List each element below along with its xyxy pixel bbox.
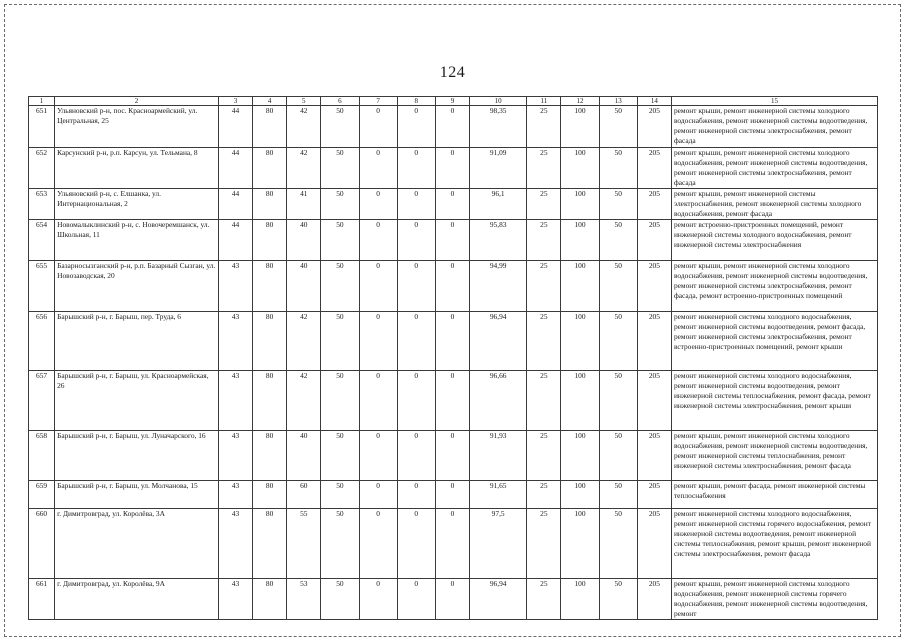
value-cell: 94,99 xyxy=(470,261,527,312)
value-cell: 53 xyxy=(287,579,321,620)
value-cell: 205 xyxy=(637,431,671,481)
row-number: 660 xyxy=(29,509,55,579)
value-cell: 0 xyxy=(397,481,435,509)
row-number: 656 xyxy=(29,312,55,371)
value-cell: 50 xyxy=(599,106,637,148)
value-cell: 0 xyxy=(397,371,435,431)
value-cell: 25 xyxy=(527,371,561,431)
col-header: 3 xyxy=(218,97,252,106)
table-row xyxy=(29,431,878,481)
value-cell: 96,66 xyxy=(470,371,527,431)
value-cell: 42 xyxy=(287,312,321,371)
value-cell: 50 xyxy=(599,481,637,509)
value-cell: 205 xyxy=(637,481,671,509)
value-cell: 0 xyxy=(435,509,469,579)
repair-works-cell: ремонт инженерной системы холодного водоснабжения, ремонт инженерной системы водоотведения, ремонт инженерной системы теплоснабжения, ремонт фасада, ремонт инженерной системы электроснабжения, ремонт крыши xyxy=(671,371,877,431)
value-cell: 100 xyxy=(561,261,599,312)
repair-works-cell: ремонт крыши, ремонт фасада, ремонт инженерной системы теплоснабжения xyxy=(671,481,877,509)
col-header: 12 xyxy=(561,97,599,106)
address-cell: г. Димитровград, ул. Королёва, 3А xyxy=(55,509,219,579)
value-cell: 205 xyxy=(637,261,671,312)
repair-works-cell: ремонт крыши, ремонт инженерной системы электроснабжения, ремонт инженерной системы холодного водоснабжения, ремонт фасада xyxy=(671,189,877,220)
repair-works-cell: ремонт инженерной системы холодного водоснабжения, ремонт инженерной системы водоотведения, ремонт фасада, ремонт инженерной системы электроснабжения, ремонт встроенно-пристроенных помещений, ремонт крыши xyxy=(671,312,877,371)
col-header: 6 xyxy=(321,97,359,106)
value-cell: 0 xyxy=(435,106,469,148)
value-cell: 80 xyxy=(253,431,287,481)
value-cell: 25 xyxy=(527,509,561,579)
table-row xyxy=(29,261,878,312)
value-cell: 25 xyxy=(527,579,561,620)
table-row xyxy=(29,481,878,509)
col-header: 9 xyxy=(435,97,469,106)
value-cell: 0 xyxy=(397,509,435,579)
value-cell: 44 xyxy=(218,189,252,220)
value-cell: 50 xyxy=(321,509,359,579)
page-border-right xyxy=(900,4,901,637)
value-cell: 0 xyxy=(435,220,469,261)
col-header: 8 xyxy=(397,97,435,106)
value-cell: 44 xyxy=(218,220,252,261)
value-cell: 96,1 xyxy=(470,189,527,220)
col-header: 13 xyxy=(599,97,637,106)
value-cell: 25 xyxy=(527,481,561,509)
row-number: 654 xyxy=(29,220,55,261)
address-cell: Ульяновский р-н, пос. Красноармейский, ул. Центральная, 25 xyxy=(55,106,219,148)
value-cell: 80 xyxy=(253,481,287,509)
value-cell: 25 xyxy=(527,189,561,220)
value-cell: 50 xyxy=(599,189,637,220)
value-cell: 80 xyxy=(253,106,287,148)
value-cell: 43 xyxy=(218,481,252,509)
value-cell: 80 xyxy=(253,509,287,579)
repair-works-cell: ремонт крыши, ремонт инженерной системы холодного водоснабжения, ремонт инженерной системы водоотведения, ремонт инженерной системы теплоснабжения, ремонт инженерной системы электроснабжения, ремонт фасада xyxy=(671,431,877,481)
value-cell: 97,5 xyxy=(470,509,527,579)
value-cell: 100 xyxy=(561,148,599,189)
address-cell: Базарносызганский р-н, р.п. Базарный Сызган, ул. Новозаводская, 20 xyxy=(55,261,219,312)
col-header: 15 xyxy=(671,97,877,106)
col-header: 7 xyxy=(359,97,397,106)
value-cell: 50 xyxy=(321,220,359,261)
table-row xyxy=(29,312,878,371)
value-cell: 60 xyxy=(287,481,321,509)
value-cell: 0 xyxy=(397,431,435,481)
value-cell: 0 xyxy=(359,371,397,431)
repair-works-cell: ремонт встроенно-пристроенных помещений, ремонт инженерной системы холодного водоснабжения, ремонт инженерной системы электроснабжения xyxy=(671,220,877,261)
value-cell: 100 xyxy=(561,431,599,481)
value-cell: 0 xyxy=(359,579,397,620)
value-cell: 0 xyxy=(435,189,469,220)
value-cell: 43 xyxy=(218,261,252,312)
value-cell: 205 xyxy=(637,579,671,620)
col-header: 10 xyxy=(470,97,527,106)
value-cell: 43 xyxy=(218,371,252,431)
value-cell: 50 xyxy=(321,148,359,189)
value-cell: 0 xyxy=(359,148,397,189)
row-number: 653 xyxy=(29,189,55,220)
row-number: 661 xyxy=(29,579,55,620)
value-cell: 95,83 xyxy=(470,220,527,261)
value-cell: 0 xyxy=(435,431,469,481)
value-cell: 80 xyxy=(253,312,287,371)
value-cell: 0 xyxy=(435,312,469,371)
value-cell: 50 xyxy=(321,579,359,620)
table-row xyxy=(29,106,878,148)
value-cell: 42 xyxy=(287,106,321,148)
value-cell: 205 xyxy=(637,148,671,189)
value-cell: 42 xyxy=(287,371,321,431)
repair-works-cell: ремонт крыши, ремонт инженерной системы холодного водоснабжения, ремонт инженерной системы водоотведения, ремонт инженерной системы электроснабжения, ремонт фасада xyxy=(671,148,877,189)
housing-repair-table xyxy=(28,96,878,620)
value-cell: 100 xyxy=(561,579,599,620)
value-cell: 80 xyxy=(253,189,287,220)
repair-works-cell: ремонт крыши, ремонт инженерной системы холодного водоснабжения, ремонт инженерной системы водоотведения, ремонт инженерной системы электроснабжения, ремонт фасада, ремонт встроенно-пристроенных помещений xyxy=(671,261,877,312)
value-cell: 0 xyxy=(359,312,397,371)
repair-works-cell: ремонт крыши, ремонт инженерной системы холодного водоснабжения, ремонт инженерной системы горячего водоснабжения, ремонт инженерной системы водоотведения, ремонт xyxy=(671,579,877,620)
value-cell: 100 xyxy=(561,312,599,371)
col-header: 5 xyxy=(287,97,321,106)
address-cell: Ульяновский р-н, с. Елшанка, ул. Интернациональная, 2 xyxy=(55,189,219,220)
value-cell: 80 xyxy=(253,579,287,620)
value-cell: 50 xyxy=(599,148,637,189)
value-cell: 205 xyxy=(637,106,671,148)
value-cell: 80 xyxy=(253,261,287,312)
value-cell: 55 xyxy=(287,509,321,579)
page-number: 124 xyxy=(439,64,466,81)
address-cell: Новомалыклинский р-н, с. Новочеремшанск, ул. Школьная, 11 xyxy=(55,220,219,261)
value-cell: 0 xyxy=(359,261,397,312)
value-cell: 100 xyxy=(561,189,599,220)
value-cell: 91,93 xyxy=(470,431,527,481)
value-cell: 0 xyxy=(435,481,469,509)
value-cell: 0 xyxy=(359,189,397,220)
repair-works-cell: ремонт крыши, ремонт инженерной системы холодного водоснабжения, ремонт инженерной системы водоотведения, ремонт инженерной системы электроснабжения, ремонт фасада xyxy=(671,106,877,148)
value-cell: 100 xyxy=(561,371,599,431)
value-cell: 96,94 xyxy=(470,579,527,620)
value-cell: 100 xyxy=(561,106,599,148)
value-cell: 50 xyxy=(321,431,359,481)
value-cell: 42 xyxy=(287,148,321,189)
value-cell: 50 xyxy=(599,220,637,261)
value-cell: 205 xyxy=(637,371,671,431)
col-header: 2 xyxy=(55,97,219,106)
repair-works-cell: ремонт инженерной системы холодного водоснабжения, ремонт инженерной системы горячего водоснабжения, ремонт инженерной системы водоотведения, ремонт инженерной системы теплоснабжения, ремонт крыши, ремонт инженерной системы электроснабжения, ремонт фасада xyxy=(671,509,877,579)
value-cell: 0 xyxy=(359,106,397,148)
value-cell: 50 xyxy=(599,261,637,312)
value-cell: 44 xyxy=(218,148,252,189)
address-cell: Барышский р-н, г. Барыш, пер. Труда, 6 xyxy=(55,312,219,371)
value-cell: 50 xyxy=(599,431,637,481)
page-border-left xyxy=(4,4,5,637)
value-cell: 50 xyxy=(599,312,637,371)
table-row xyxy=(29,509,878,579)
value-cell: 50 xyxy=(321,312,359,371)
table-row xyxy=(29,371,878,431)
value-cell: 40 xyxy=(287,261,321,312)
address-cell: Карсунский р-н, р.п. Карсун, ул. Тельмана, 8 xyxy=(55,148,219,189)
value-cell: 100 xyxy=(561,220,599,261)
value-cell: 205 xyxy=(637,220,671,261)
page-border-bottom xyxy=(4,636,901,637)
value-cell: 0 xyxy=(397,106,435,148)
col-header: 11 xyxy=(527,97,561,106)
value-cell: 0 xyxy=(397,148,435,189)
value-cell: 80 xyxy=(253,371,287,431)
value-cell: 25 xyxy=(527,261,561,312)
value-cell: 205 xyxy=(637,189,671,220)
value-cell: 91,65 xyxy=(470,481,527,509)
address-cell: Барышский р-н, г. Барыш, ул. Красноармейская, 26 xyxy=(55,371,219,431)
value-cell: 80 xyxy=(253,148,287,189)
value-cell: 50 xyxy=(321,481,359,509)
table-row xyxy=(29,220,878,261)
table-row xyxy=(29,148,878,189)
table-row xyxy=(29,189,878,220)
table-row xyxy=(29,579,878,620)
value-cell: 43 xyxy=(218,312,252,371)
value-cell: 0 xyxy=(397,189,435,220)
value-cell: 0 xyxy=(435,148,469,189)
value-cell: 50 xyxy=(321,189,359,220)
row-number: 659 xyxy=(29,481,55,509)
value-cell: 50 xyxy=(599,371,637,431)
col-header: 1 xyxy=(29,97,55,106)
col-header: 4 xyxy=(253,97,287,106)
value-cell: 91,09 xyxy=(470,148,527,189)
row-number: 651 xyxy=(29,106,55,148)
value-cell: 205 xyxy=(637,312,671,371)
value-cell: 50 xyxy=(321,371,359,431)
value-cell: 43 xyxy=(218,509,252,579)
value-cell: 25 xyxy=(527,220,561,261)
row-number: 652 xyxy=(29,148,55,189)
value-cell: 80 xyxy=(253,220,287,261)
value-cell: 43 xyxy=(218,431,252,481)
value-cell: 25 xyxy=(527,431,561,481)
value-cell: 44 xyxy=(218,106,252,148)
value-cell: 43 xyxy=(218,579,252,620)
value-cell: 0 xyxy=(397,579,435,620)
address-cell: г. Димитровград, ул. Королёва, 9А xyxy=(55,579,219,620)
value-cell: 0 xyxy=(397,312,435,371)
value-cell: 50 xyxy=(321,261,359,312)
row-number: 658 xyxy=(29,431,55,481)
value-cell: 0 xyxy=(359,431,397,481)
value-cell: 50 xyxy=(321,106,359,148)
value-cell: 50 xyxy=(599,579,637,620)
table-header-row xyxy=(29,97,878,106)
value-cell: 0 xyxy=(397,220,435,261)
value-cell: 0 xyxy=(435,371,469,431)
value-cell: 0 xyxy=(359,481,397,509)
value-cell: 0 xyxy=(435,579,469,620)
value-cell: 100 xyxy=(561,481,599,509)
page-border-top xyxy=(4,4,901,5)
value-cell: 25 xyxy=(527,148,561,189)
value-cell: 40 xyxy=(287,431,321,481)
value-cell: 100 xyxy=(561,509,599,579)
address-cell: Барышский р-н, г. Барыш, ул. Молчанова, 15 xyxy=(55,481,219,509)
value-cell: 0 xyxy=(397,261,435,312)
value-cell: 0 xyxy=(359,509,397,579)
value-cell: 0 xyxy=(359,220,397,261)
value-cell: 50 xyxy=(599,509,637,579)
value-cell: 0 xyxy=(435,261,469,312)
value-cell: 205 xyxy=(637,509,671,579)
value-cell: 40 xyxy=(287,220,321,261)
value-cell: 41 xyxy=(287,189,321,220)
value-cell: 98,35 xyxy=(470,106,527,148)
row-number: 657 xyxy=(29,371,55,431)
value-cell: 25 xyxy=(527,106,561,148)
row-number: 655 xyxy=(29,261,55,312)
address-cell: Барышский р-н, г. Барыш, ул. Луначарского, 16 xyxy=(55,431,219,481)
col-header: 14 xyxy=(637,97,671,106)
value-cell: 96,94 xyxy=(470,312,527,371)
value-cell: 25 xyxy=(527,312,561,371)
